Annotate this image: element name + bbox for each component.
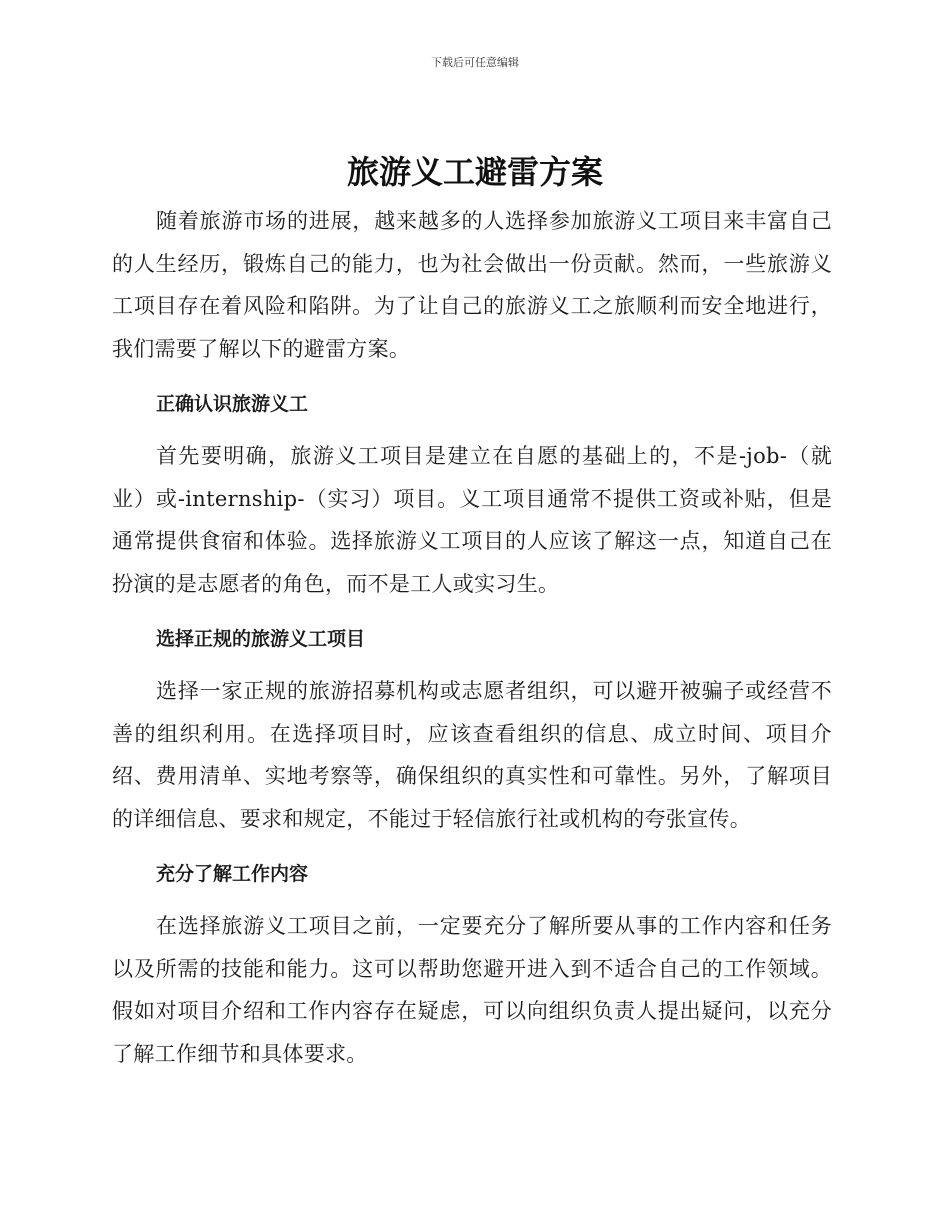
section-heading-1: 正确认识旅游义工 (156, 393, 309, 415)
section-body-1: 首先要明确，旅游义工项目是建立在自愿的基础上的，不是-job-（就业）或-internship-（实习）项目。义工项目通常不提供工资或补贴，但是通常提供食宿和体验。选择旅游义工项目的人应该了解这一点，知道自己在扮演的是志愿者的角色，而不是工人或实习生。 (112, 444, 832, 596)
section-heading-3: 充分了解工作内容 (156, 863, 309, 885)
section-body-2: 选择一家正规的旅游招募机构或志愿者组织，可以避开被骗子或经营不善的组织利用。在选择项目时，应该查看组织的信息、成立时间、项目介绍、费用清单、实地考察等，确保组织的真实性和可靠性。另外，了解项目的详细信息、要求和规定，不能过于轻信旅行社或机构的夸张宣传。 (112, 679, 832, 831)
document-body (112, 200, 832, 1075)
intro-paragraph: 随着旅游市场的进展，越来越多的人选择参加旅游义工项目来丰富自己的人生经历，锻炼自己的能力，也为社会做出一份贡献。然而，一些旅游义工项目存在着风险和陷阱。为了让自己的旅游义工之旅顺利而安全地进行，我们需要了解以下的避雷方案。 (112, 209, 832, 361)
page-header-note: 下载后可任意编辑 (431, 56, 519, 69)
document-title: 旅游义工避雷方案 (346, 153, 603, 191)
section-heading-2: 选择正规的旅游义工项目 (156, 628, 366, 650)
section-body-3: 在选择旅游义工项目之前，一定要充分了解所要从事的工作内容和任务以及所需的技能和能力。这可以帮助您避开进入到不适合自己的工作领域。假如对项目介绍和工作内容存在疑虑，可以向组织负责人提出疑问，以充分了解工作细节和具体要求。 (112, 914, 832, 1066)
